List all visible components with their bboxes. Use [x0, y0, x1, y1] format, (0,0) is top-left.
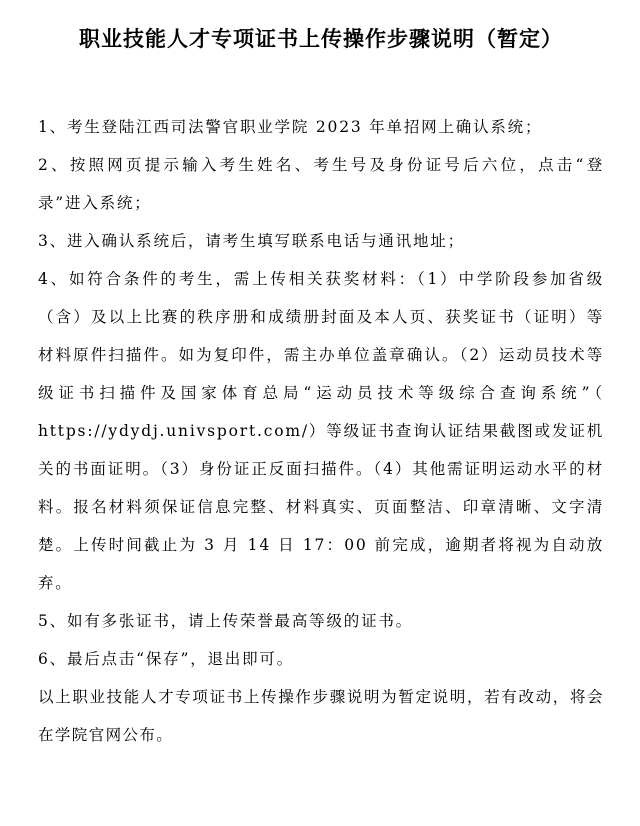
- step-6: 6、最后点击“保存”，退出即可。: [38, 650, 295, 668]
- document-body: [38, 108, 604, 754]
- closing-note: 以上职业技能人才专项证书上传操作步骤说明为暂定说明，若有改动，将会在学院官网公布。: [38, 688, 604, 744]
- step-2: 2、按照网页提示输入考生姓名、考生号及身份证号后六位，点击“登录”进入系统；: [38, 156, 604, 212]
- document-title: 职业技能人才专项证书上传操作步骤说明（暂定）: [79, 27, 563, 51]
- step-4: 4、如符合条件的考生，需上传相关获奖材料：（1）中学阶段参加省级（含）及以上比赛的秩序册和成绩册封面及本人页、获奖证书（证明）等材料原件扫描件。如为复印件，需主办单位盖章确认。（2）运动员技术等级证书扫描件及国家体育总局“运动员技术等级综合查询系统”（ https://ydydj.univsport.com/）等级证书查询认证结果截图或发证机关的书面证明。（3）身份证正反面扫描件。（4）其他需证明运动水平的材料。报名材料须保证信息完整、材料真实、页面整洁、印章清晰、文字清楚。上传时间截止为 3 月 14 日 17：00 前完成，逾期者将视为自动放弃。: [38, 270, 604, 592]
- step-1: 1、考生登陆江西司法警官职业学院 2023 年单招网上确认系统；: [38, 118, 543, 136]
- step-3: 3、进入确认系统后，请考生填写联系电话与通讯地址；: [38, 232, 465, 250]
- step-5: 5、如有多张证书，请上传荣誉最高等级的证书。: [38, 612, 413, 630]
